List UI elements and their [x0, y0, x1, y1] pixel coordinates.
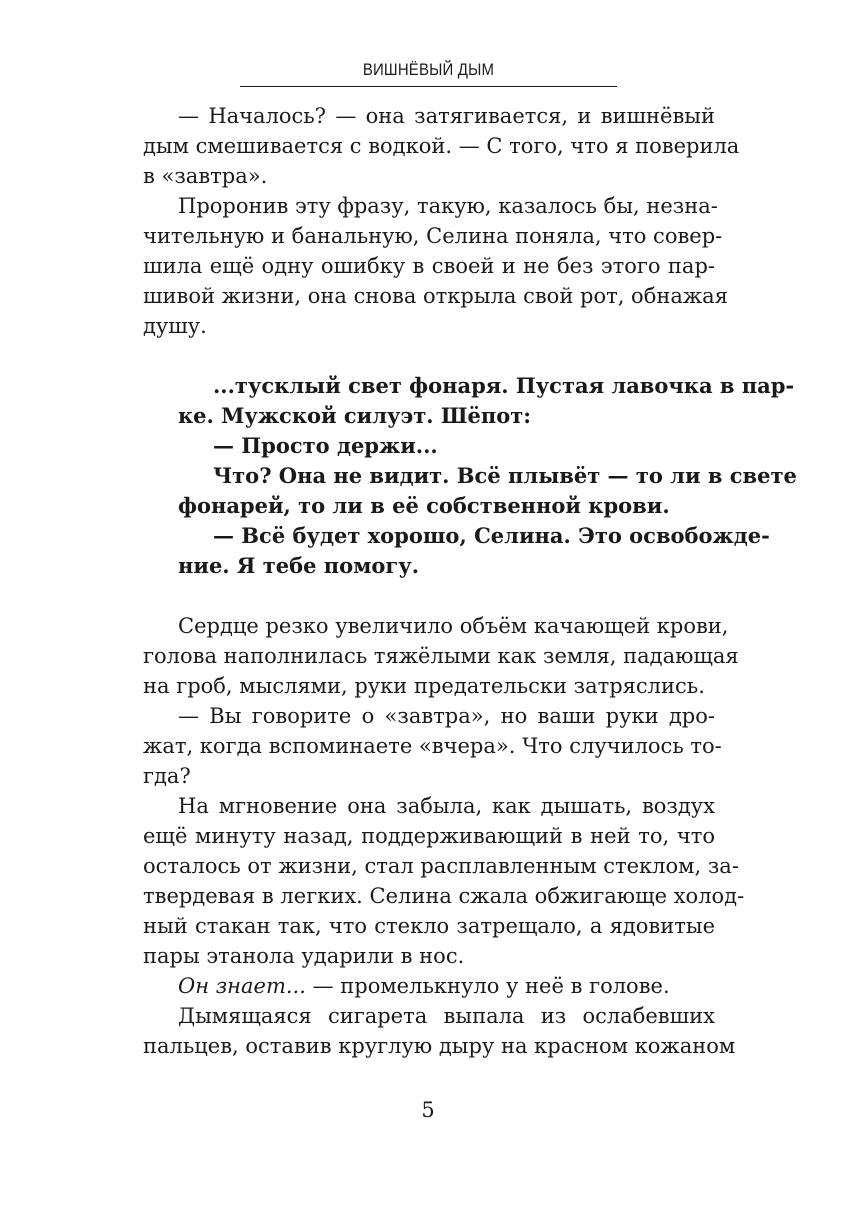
text-line: в «завтра».: [143, 164, 268, 188]
paragraph: [143, 971, 715, 1001]
text-line: душу.: [143, 314, 207, 338]
paragraph: [143, 611, 739, 701]
text-line: осталось от жизни, стал расплавленным стеклом, за-: [143, 854, 739, 878]
flashback-paragraph: [143, 371, 795, 431]
text-line: Сердце резко увеличило объём качающей крови,: [178, 614, 729, 638]
running-title: ВИШНЁВЫЙ ДЫМ: [362, 60, 495, 79]
page-number: 5: [421, 1098, 435, 1122]
text-line: ние. Я тебе помогу.: [178, 553, 420, 578]
text-body: [143, 101, 797, 1061]
section-gap: [143, 341, 715, 371]
paragraph: [143, 1001, 736, 1061]
text-line: [143, 971, 715, 1001]
text-line: пальцев, оставив круглую дыру на красном кожаном: [143, 1034, 736, 1058]
text-line: ный стакан так, что стекло затрещало, а ядовитые: [143, 914, 715, 938]
italic-thought: Он знает...: [178, 974, 306, 998]
flashback-paragraph: [143, 461, 797, 521]
text-line: на гроб, мыслями, руки предательски затряслись.: [143, 674, 705, 698]
text-line: пары этанола ударили в нос.: [143, 944, 465, 968]
flashback-paragraph: [143, 521, 770, 581]
flashback-paragraph: [143, 431, 715, 461]
text-line: — Всё будет хорошо, Селина. Это освобожде-: [213, 523, 770, 548]
paragraph: [143, 191, 728, 341]
text-line: Проронив эту фразу, такую, казалось бы, незна-: [178, 194, 718, 218]
text-line: Дымящаяся сигарета выпала из ослабевших: [178, 1004, 715, 1028]
text-line: твердевая в легких. Селина сжала обжигающе холод-: [143, 884, 745, 908]
text-line: фонарей, то ли в её собственной крови.: [178, 493, 670, 518]
text-line: голова наполнилась тяжёлыми как земля, падающая: [143, 644, 739, 668]
thought-tail: — промелькнуло у неё в голове.: [305, 974, 670, 998]
text-line: гда?: [143, 764, 191, 788]
text-line: чительную и банальную, Селина поняла, что совер-: [143, 224, 723, 248]
text-line: шила ещё одну ошибку в своей и не без этого пар-: [143, 254, 715, 278]
paragraph: [143, 101, 740, 191]
paragraph: [143, 791, 745, 971]
text-line: ещё минуту назад, поддерживающий в ней то, что: [143, 824, 715, 848]
section-gap: [143, 581, 715, 611]
text-line: На мгновение она забыла, как дышать, воздух: [178, 794, 715, 818]
text-line: жат, когда вспоминаете «вчера». Что случилось то-: [143, 734, 722, 758]
text-line: шивой жизни, она снова открыла свой рот, обнажая: [143, 284, 728, 308]
text-line: Что? Она не видит. Всё плывёт — то ли в свете: [213, 463, 797, 488]
text-line: — Началось? — она затягивается, и вишнёвый: [178, 104, 715, 128]
header-rule: [240, 86, 617, 87]
text-line: ...тусклый свет фонаря. Пустая лавочка в пар-: [213, 373, 795, 398]
paragraph: [143, 701, 722, 791]
text-line: — Вы говорите о «завтра», но ваши руки дро-: [178, 704, 715, 728]
text-line: дым смешивается с водкой. — С того, что я поверила: [143, 134, 740, 158]
text-line: ке. Мужской силуэт. Шёпот:: [178, 403, 532, 428]
text-line: — Просто держи...: [213, 433, 438, 458]
